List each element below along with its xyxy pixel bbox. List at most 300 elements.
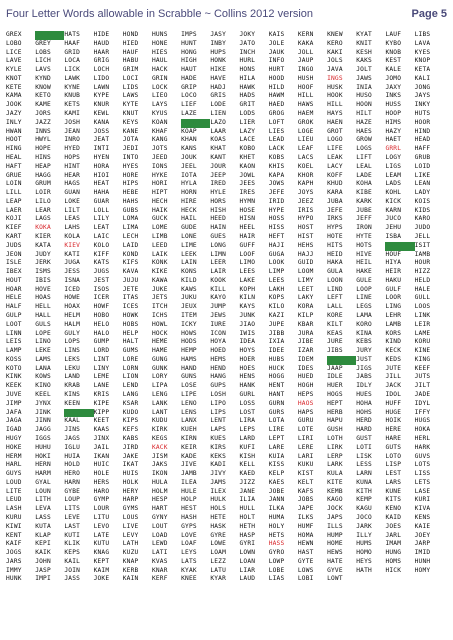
word-cell: LANT bbox=[151, 408, 168, 416]
word-cell: KORS bbox=[385, 329, 402, 337]
word-cell: KNOP bbox=[414, 57, 431, 65]
word-cell: HARO bbox=[93, 487, 110, 495]
word-cell: GUSH bbox=[327, 426, 343, 434]
word-cell: HALF bbox=[6, 303, 22, 311]
word-cell: JOTA bbox=[122, 136, 139, 144]
word-cell: HIKE bbox=[210, 66, 227, 74]
word-cell: KAKA bbox=[297, 39, 314, 47]
word-cell: HAPS bbox=[297, 408, 314, 416]
word-cell: KOAS bbox=[210, 136, 227, 144]
word-cell: KYAT bbox=[356, 31, 372, 38]
word-cell: HOME bbox=[327, 540, 343, 548]
word-cell: LOID bbox=[414, 162, 431, 170]
word-cell: JYNX bbox=[35, 399, 51, 407]
word-cell: LAWS bbox=[122, 92, 139, 100]
word-cell: KOBS bbox=[268, 153, 285, 161]
word-cell: KIPS bbox=[122, 417, 139, 425]
word-cell: HAUL bbox=[151, 57, 168, 65]
word-cell: LAIR bbox=[210, 268, 227, 276]
word-cell: HERO bbox=[64, 470, 81, 478]
word-cell: JAUK bbox=[268, 48, 285, 56]
word-cell: HAHA bbox=[93, 189, 110, 197]
word-cell: HOON bbox=[356, 101, 372, 109]
word-cell: GUTS bbox=[385, 443, 402, 451]
word-cell: IKAT bbox=[122, 461, 139, 469]
word-cell: IDEA bbox=[239, 338, 256, 346]
word-cell: LEVY bbox=[122, 531, 139, 539]
word-cell: GURN bbox=[268, 399, 285, 407]
word-cell: HUIC bbox=[93, 461, 110, 469]
word-cell: ILLS bbox=[327, 522, 343, 530]
word-cell: IRKS bbox=[327, 215, 343, 223]
word-cell: HARK bbox=[414, 443, 431, 451]
word-cell: GRUM bbox=[35, 180, 51, 188]
word-cell: KINO bbox=[35, 382, 51, 390]
word-cell: HOLT bbox=[239, 513, 256, 521]
word-cell: KNIT bbox=[356, 39, 372, 47]
word-cell: HUNH bbox=[414, 557, 431, 565]
word-cell: HOLM bbox=[151, 487, 168, 495]
word-cell: LAAN bbox=[181, 119, 210, 128]
word-cell: JINS bbox=[64, 426, 81, 434]
word-cell: KAVA bbox=[122, 268, 139, 276]
word-cell: HEEL bbox=[239, 224, 256, 232]
word-cell: KAES bbox=[268, 478, 285, 486]
word-cell: JEUX bbox=[181, 303, 197, 311]
word-cell: KOAP bbox=[181, 127, 197, 135]
word-cell: HALT bbox=[122, 338, 139, 346]
word-cell: GREN bbox=[35, 31, 64, 40]
word-cell: LOWE bbox=[210, 540, 227, 548]
word-cell: GUDE bbox=[181, 224, 197, 232]
word-cell: LOUT bbox=[151, 522, 168, 530]
word-cell: LINK bbox=[414, 312, 431, 319]
word-cell: HAFF bbox=[414, 145, 431, 153]
word-cell: LIPA bbox=[151, 382, 168, 390]
word-cell: JUST bbox=[356, 355, 372, 363]
word-cell: HEBE bbox=[122, 189, 139, 197]
word-cell: KOWS bbox=[35, 373, 51, 381]
word-cell: LINO bbox=[35, 338, 51, 346]
word-cell: JOLT bbox=[356, 66, 372, 74]
word-cell: GUNG bbox=[151, 355, 168, 363]
word-cell: LIND bbox=[327, 285, 343, 293]
word-cell: HAWS bbox=[297, 101, 314, 109]
word-grid bbox=[6, 31, 444, 584]
word-cell: JUGS bbox=[93, 268, 110, 276]
word-cell: LIAS bbox=[268, 575, 285, 583]
word-cell: ISIT bbox=[414, 241, 431, 249]
word-cell: KIEF bbox=[6, 224, 22, 232]
word-cell: KUTU bbox=[93, 540, 110, 548]
word-cell: HISS bbox=[268, 224, 285, 232]
word-cell: HOTE bbox=[327, 232, 343, 240]
word-cell: HAUT bbox=[181, 66, 197, 74]
word-cell: KUKU bbox=[297, 461, 314, 469]
word-cell: HOIK bbox=[385, 417, 402, 425]
word-cell: KERF bbox=[151, 575, 168, 583]
word-cell: JURE bbox=[327, 338, 343, 346]
word-cell: KISH bbox=[239, 452, 256, 460]
word-cell: KAYO bbox=[210, 294, 227, 302]
word-cell: HOAX bbox=[64, 303, 81, 311]
word-cell: LIPE bbox=[181, 391, 197, 399]
word-cell: LEVE bbox=[64, 513, 81, 521]
word-cell: LOGS bbox=[356, 145, 372, 153]
word-cell: KACK bbox=[151, 443, 168, 451]
word-cell: LIMN bbox=[210, 250, 227, 258]
word-cell: KYAK bbox=[181, 566, 197, 574]
word-cell: GULA bbox=[327, 268, 343, 276]
word-cell: HAES bbox=[356, 127, 372, 135]
word-cell: LIBS bbox=[414, 31, 431, 38]
word-cell: KILN bbox=[239, 294, 256, 302]
word-cell: HUMA bbox=[268, 513, 285, 521]
word-cell: KITE bbox=[327, 478, 343, 486]
word-cell: HAUD bbox=[93, 39, 110, 47]
word-cell: HALE bbox=[414, 285, 431, 293]
word-cell: HARP bbox=[122, 496, 139, 504]
word-cell: JEON bbox=[6, 250, 22, 258]
word-cell: LEIR bbox=[414, 320, 431, 328]
word-cell: GRIS bbox=[210, 92, 227, 100]
word-cell: LAAR bbox=[210, 127, 227, 135]
word-cell: LERE bbox=[297, 443, 314, 451]
word-cell: JOGS bbox=[6, 549, 22, 557]
word-cell: KOND bbox=[122, 250, 139, 258]
word-cell: HEIR bbox=[385, 268, 402, 276]
word-cell: HAFT bbox=[6, 162, 22, 170]
word-cell: KANE bbox=[122, 127, 139, 135]
word-cell: JEFE bbox=[327, 206, 343, 214]
word-cell: HEST bbox=[181, 505, 197, 513]
word-cell: JORS bbox=[35, 110, 51, 118]
word-cell: HASK bbox=[210, 522, 227, 530]
word-cell: LAPS bbox=[210, 426, 227, 434]
word-cell: HOHA bbox=[356, 399, 372, 407]
word-cell: KYUS bbox=[151, 110, 168, 118]
word-cell: INGO bbox=[297, 66, 314, 74]
word-cell: IWIS bbox=[239, 329, 256, 337]
word-cell: JEHU bbox=[385, 224, 402, 232]
word-cell: LAIN bbox=[181, 259, 197, 267]
word-cell: KOOK bbox=[210, 276, 227, 284]
word-cell: HYTE bbox=[356, 232, 372, 240]
word-cell: JAVA bbox=[327, 66, 343, 74]
word-cell: HEIL bbox=[356, 259, 372, 267]
word-cell: HART bbox=[151, 505, 168, 513]
word-cell: HYLE bbox=[210, 189, 227, 197]
word-cell: LILY bbox=[93, 215, 110, 223]
word-cell: LIRK bbox=[327, 443, 343, 451]
word-cell: LOIR bbox=[35, 189, 51, 197]
word-cell: KABS bbox=[122, 434, 139, 442]
word-cell: LANK bbox=[151, 399, 168, 407]
word-cell: KAIN bbox=[122, 575, 139, 583]
word-cell: HAHS bbox=[122, 197, 139, 205]
word-cell: HEYS bbox=[356, 557, 372, 565]
word-cell: JEWS bbox=[210, 312, 227, 319]
word-cell: HORI bbox=[151, 180, 168, 188]
word-cell: LARS bbox=[385, 478, 402, 486]
word-cell: LAYS bbox=[151, 101, 168, 109]
word-cell: HAST bbox=[297, 549, 314, 557]
word-cell: KAIM bbox=[93, 566, 110, 574]
word-cell: KUDO bbox=[122, 408, 139, 416]
word-cell: JUVE bbox=[6, 391, 22, 399]
word-cell: KERB bbox=[122, 566, 139, 574]
word-cell: KEFS bbox=[122, 426, 139, 434]
word-cell: HIDE bbox=[93, 31, 110, 38]
word-cell: LIAR bbox=[239, 566, 256, 574]
word-cell: HUNS bbox=[151, 31, 168, 38]
word-cell: ITAS bbox=[122, 294, 139, 302]
word-cell: LARE bbox=[268, 443, 285, 451]
word-cell: IFFY bbox=[414, 408, 431, 416]
word-cell: KNEE bbox=[181, 575, 197, 583]
word-cell: HONS bbox=[239, 66, 256, 74]
word-cell: KIPP bbox=[93, 408, 110, 416]
word-cell: HOES bbox=[239, 364, 256, 372]
word-cell: LOTH bbox=[327, 434, 343, 442]
word-cell: KYES bbox=[414, 48, 431, 56]
word-cell: LANA bbox=[35, 364, 51, 372]
word-cell: JOBS bbox=[297, 496, 314, 504]
word-cell: HIND bbox=[414, 127, 431, 135]
word-cell: LEKS bbox=[64, 355, 81, 363]
word-cell: GULF bbox=[385, 285, 402, 293]
word-cell: HOOK bbox=[327, 92, 343, 100]
document-title: Four Letter Words allowable in Scrabble ~ Collins 2012 version bbox=[6, 8, 314, 20]
word-cell: JUKE bbox=[151, 285, 168, 293]
word-cell: KIER bbox=[35, 232, 51, 240]
word-cell: KAIF bbox=[6, 540, 22, 548]
word-cell: HOND bbox=[122, 31, 139, 38]
word-cell: LOOP bbox=[356, 285, 372, 293]
word-cell: GREY bbox=[35, 39, 51, 47]
word-cell: HUMS bbox=[356, 540, 372, 548]
word-cell: HIZZ bbox=[414, 268, 431, 276]
word-cell: LOME bbox=[151, 224, 168, 232]
word-cell: HOAS bbox=[35, 294, 51, 302]
word-cell: LOTE bbox=[297, 426, 314, 434]
word-cell: IMAM bbox=[385, 540, 402, 548]
word-cell: KILT bbox=[327, 320, 343, 328]
word-cell: HOWL bbox=[151, 320, 168, 328]
word-cell: LAKY bbox=[297, 294, 314, 302]
word-cell: JEED bbox=[151, 153, 168, 161]
word-cell: LEAL bbox=[356, 162, 372, 170]
word-cell: KUTA bbox=[35, 522, 51, 530]
word-cell: HONG bbox=[181, 48, 197, 56]
word-cell: HUNK bbox=[6, 575, 22, 583]
word-cell: GROK bbox=[297, 118, 314, 126]
word-cell: HOED bbox=[210, 347, 227, 355]
word-cell: KAMI bbox=[64, 110, 81, 118]
word-cell: JUDO bbox=[414, 224, 431, 232]
word-cell: IGAD bbox=[6, 426, 22, 434]
word-cell: HAKE bbox=[356, 268, 372, 276]
word-cell: KAGO bbox=[327, 496, 343, 504]
word-cell: LOTS bbox=[414, 461, 431, 469]
word-cell: IRID bbox=[268, 197, 285, 205]
word-cell: HELE bbox=[6, 294, 22, 302]
word-cell: HILL bbox=[327, 101, 343, 109]
word-cell: LAWN bbox=[93, 83, 110, 91]
word-cell: GROG bbox=[268, 110, 285, 118]
word-cell: HOWK bbox=[122, 312, 139, 319]
word-cell: KEIR bbox=[181, 443, 197, 451]
word-cell: JOES bbox=[385, 522, 402, 530]
word-cell: LEAT bbox=[93, 224, 110, 232]
word-cell: LOSS bbox=[239, 399, 256, 407]
word-cell: KOTO bbox=[6, 364, 22, 372]
word-cell: KRIS bbox=[93, 391, 110, 399]
word-cell: HEID bbox=[327, 250, 343, 258]
word-cell: LEKE bbox=[35, 347, 51, 355]
word-cell: LORY bbox=[151, 373, 168, 381]
word-cell: HASH bbox=[181, 513, 197, 521]
word-cell: KEEF bbox=[414, 364, 431, 372]
word-cell: INGS bbox=[327, 74, 343, 82]
word-cell: LIEF bbox=[181, 101, 197, 109]
word-cell: KAMA bbox=[6, 92, 22, 100]
word-cell: JUCO bbox=[385, 215, 402, 223]
word-cell: LEND bbox=[122, 382, 139, 390]
word-cell: KURU bbox=[6, 513, 22, 521]
word-cell: HALM bbox=[64, 320, 81, 328]
word-cell: LOMA bbox=[122, 215, 139, 223]
word-cell: LIGS bbox=[385, 162, 402, 170]
word-cell: ITEM bbox=[181, 312, 197, 319]
word-cell: HAGS bbox=[64, 180, 81, 188]
word-cell: HAGG bbox=[35, 171, 51, 179]
word-cell: JOCO bbox=[356, 513, 372, 521]
word-cell: ILEA bbox=[181, 478, 197, 486]
word-cell: HIED bbox=[122, 39, 139, 47]
word-cell: GUFF bbox=[239, 241, 256, 249]
word-cell: JOBE bbox=[268, 487, 285, 495]
word-cell: LOWN bbox=[239, 549, 256, 557]
word-cell: HILT bbox=[356, 110, 372, 118]
word-cell: IXIA bbox=[268, 338, 285, 346]
word-cell: HAZE bbox=[356, 118, 372, 126]
word-cell: LOCK bbox=[151, 83, 168, 91]
word-cell: LORE bbox=[122, 355, 139, 363]
word-cell: LOGY bbox=[385, 153, 402, 161]
word-cell: LEET bbox=[297, 285, 314, 293]
word-cell: KYPE bbox=[93, 92, 110, 100]
word-cell: KORE bbox=[327, 312, 343, 319]
word-cell: JUBA bbox=[327, 197, 343, 205]
word-cell: HEFT bbox=[268, 232, 285, 240]
word-cell: KURI bbox=[414, 496, 431, 504]
word-cell: LIKE bbox=[414, 171, 431, 179]
word-cell: LITH bbox=[35, 496, 51, 504]
word-cell: LOBS bbox=[35, 48, 51, 56]
word-cell: HIMS bbox=[385, 118, 402, 126]
word-cell: ICES bbox=[122, 303, 139, 311]
word-cell: JOEY bbox=[414, 531, 431, 539]
word-cell: HERS bbox=[93, 478, 110, 486]
word-cell: JOUR bbox=[210, 162, 227, 170]
word-cell: JEAT bbox=[93, 136, 110, 144]
word-cell: HUES bbox=[356, 391, 372, 399]
word-cell: JAYS bbox=[414, 92, 431, 100]
word-cell: JAZZ bbox=[35, 118, 51, 126]
word-cell: ISBA bbox=[385, 232, 402, 240]
word-cell: KULA bbox=[327, 470, 343, 478]
word-cell: LOBO bbox=[6, 39, 22, 47]
word-cell: HISH bbox=[210, 206, 227, 214]
word-cell: LACE bbox=[239, 136, 256, 144]
word-cell: INRO bbox=[64, 136, 81, 144]
word-cell: IDEM bbox=[297, 355, 314, 363]
word-cell: JANE bbox=[239, 487, 256, 495]
word-cell: JEST bbox=[93, 276, 110, 284]
word-cell: JUNK bbox=[239, 312, 256, 319]
word-cell: KILL bbox=[210, 285, 227, 293]
word-cell: HENT bbox=[268, 382, 285, 390]
word-cell: HOOR bbox=[414, 118, 431, 126]
word-cell: LOAN bbox=[239, 557, 256, 565]
word-cell: HIST bbox=[297, 232, 314, 240]
word-cell: HAAF bbox=[64, 39, 81, 47]
word-cell: IDOL bbox=[385, 391, 402, 399]
word-cell: KALI bbox=[414, 74, 431, 82]
word-cell: JOKE bbox=[93, 575, 110, 583]
word-cell: HOLS bbox=[210, 505, 227, 513]
word-cell: KYND bbox=[35, 74, 51, 82]
word-cell: KINA bbox=[356, 329, 372, 337]
word-cell: GRUE bbox=[6, 171, 22, 179]
word-cell: LAID bbox=[122, 241, 139, 249]
word-cell: KAKS bbox=[356, 57, 372, 65]
word-cell: HALL bbox=[35, 312, 51, 319]
word-cell: KETA bbox=[414, 66, 431, 74]
word-cell: KINK bbox=[6, 373, 22, 381]
word-cell: HYPO bbox=[297, 215, 314, 223]
word-cell: GURS bbox=[268, 408, 285, 416]
word-cell: JUDY bbox=[35, 250, 51, 258]
word-cell: KISS bbox=[268, 461, 285, 469]
word-cell: LEME bbox=[93, 373, 110, 381]
word-cell: HOWS bbox=[181, 329, 197, 337]
word-cell: ICER bbox=[93, 294, 110, 302]
word-cell: LADY bbox=[414, 189, 431, 197]
word-cell: KESH bbox=[356, 48, 372, 56]
word-cell: LEES bbox=[239, 268, 256, 276]
word-cell: LOUD bbox=[6, 478, 22, 486]
word-cell: INIA bbox=[356, 83, 372, 91]
word-cell: KIEV bbox=[64, 241, 81, 249]
word-cell: LOOK bbox=[268, 259, 285, 267]
word-cell: KAAS bbox=[93, 426, 110, 434]
word-cell: KIST bbox=[297, 470, 314, 478]
word-cell: JAGA bbox=[6, 417, 22, 425]
word-cell: KYNE bbox=[64, 83, 81, 91]
word-cell: KEEK bbox=[6, 382, 22, 390]
word-cell: LOCA bbox=[64, 57, 81, 65]
word-cell: IMMY bbox=[6, 566, 22, 574]
word-cell: HWAN bbox=[6, 127, 22, 135]
word-cell: LASS bbox=[35, 513, 51, 521]
word-cell: LEED bbox=[151, 241, 168, 249]
word-cell: LEAM bbox=[385, 171, 402, 179]
word-cell: HOGG bbox=[268, 373, 285, 381]
word-cell: GUBS bbox=[122, 206, 139, 214]
word-cell: GRRL bbox=[385, 145, 402, 153]
